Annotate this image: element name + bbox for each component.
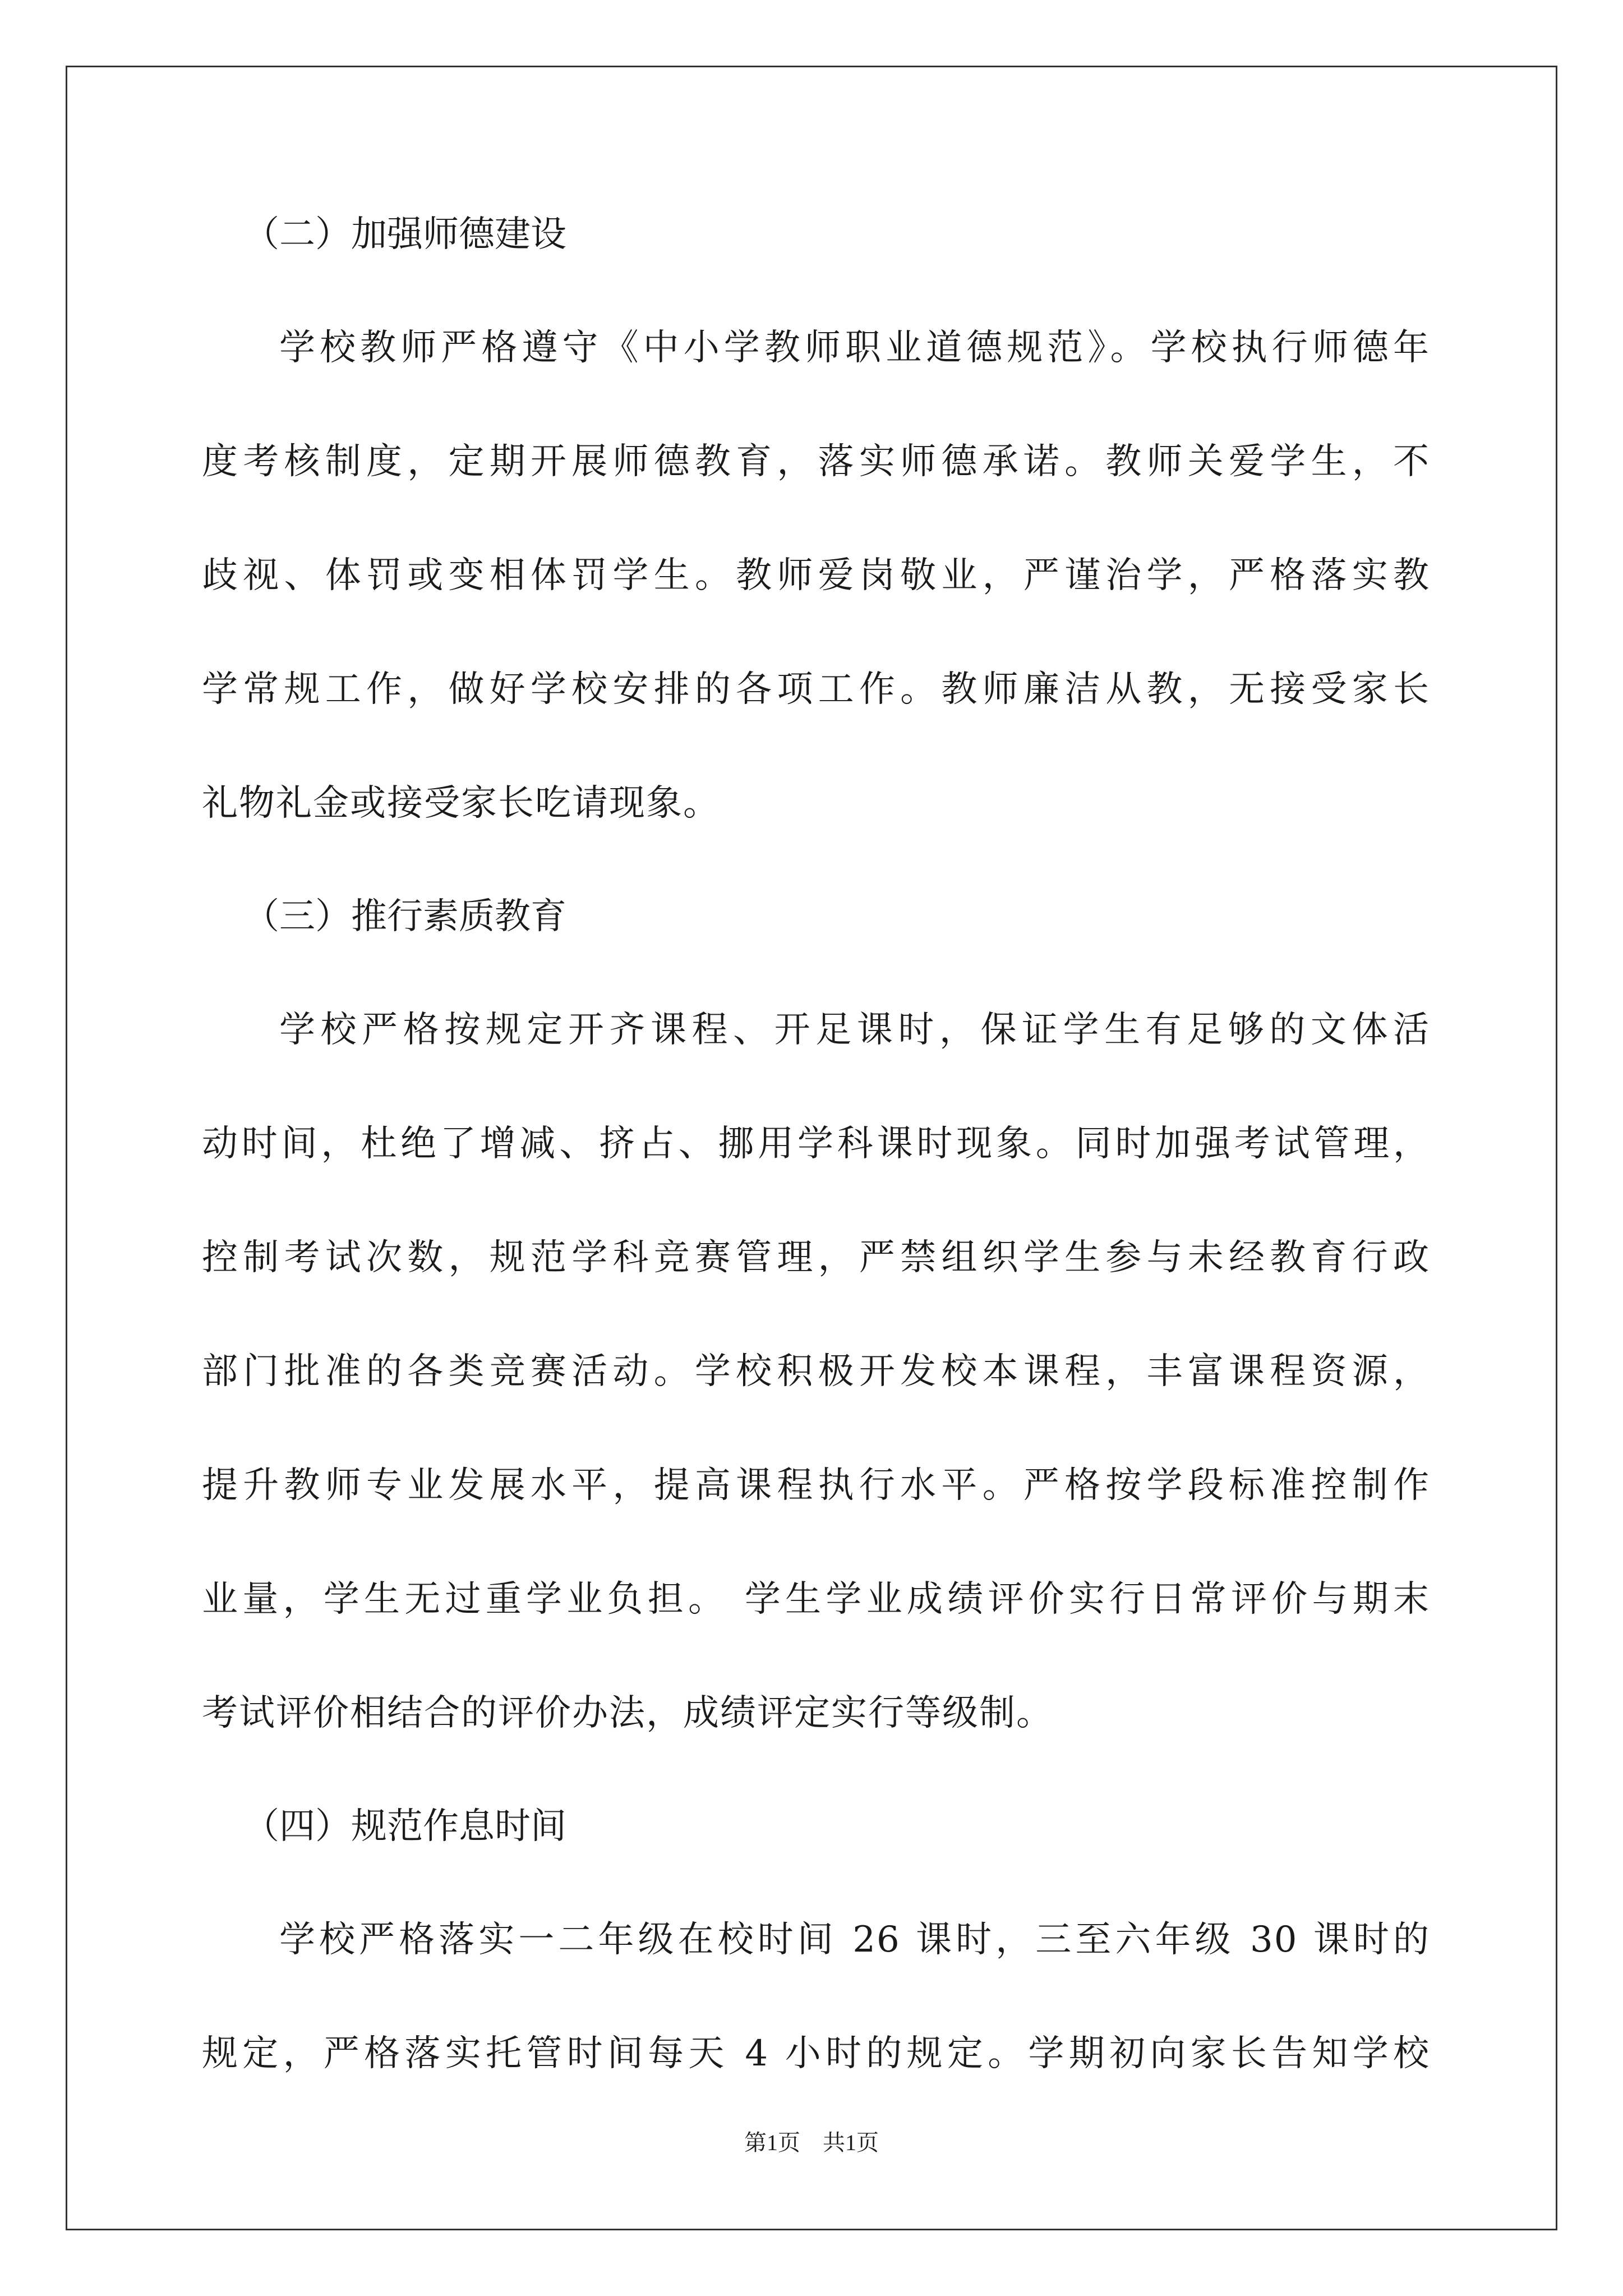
text-line: 部门批准的各类竞赛活动。学校积极开发校本课程，丰富课程资源， <box>202 1351 1430 1392</box>
text-line: 规定，严格落实托管时间每天 4 小时的规定。学期初向家长告知学校 <box>202 2033 1430 2074</box>
text-line: 业量，学生无过重学业负担。 学生学业成绩评价实行日常评价与期末 <box>202 1579 1430 1620</box>
section-heading: （二）加强师德建设 <box>243 214 566 255</box>
document-body <box>202 213 1430 2146</box>
text-line: 动时间，杜绝了增减、挤占、挪用学科课时现象。同时加强考试管理， <box>202 1123 1430 1165</box>
text-line: 歧视、体罚或变相体罚学生。教师爱岗敬业，严谨治学，严格落实教 <box>202 555 1430 596</box>
page-number: 第1页 <box>744 2130 800 2155</box>
paragraph <box>202 1918 1430 2075</box>
page-footer <box>0 2129 1623 2156</box>
text-line: 考试评价相结合的评价办法，成绩评定实行等级制。 <box>202 1692 1053 1734</box>
text-line: 提升教师专业发展水平，提高课程执行水平。严格按学段标准控制作 <box>202 1465 1430 1506</box>
page-total: 共1页 <box>823 2130 879 2155</box>
text-line: 控制考试次数，规范学科竞赛管理，严禁组织学生参与未经教育行政 <box>202 1237 1430 1278</box>
text-line: 度考核制度，定期开展师德教育，落实师德承诺。教师关爱学生，不 <box>202 441 1430 482</box>
section-heading: （三）推行素质教育 <box>243 896 566 937</box>
text-line: 学校严格按规定开齐课程、开足课时，保证学生有足够的文体活 <box>279 1009 1430 1051</box>
text-line: 学校严格落实一二年级在校时间 26 课时，三至六年级 30 课时的 <box>279 1919 1430 1961</box>
text-line: 学校教师严格遵守《中小学教师职业道德规范》。学校执行师德年 <box>279 327 1430 369</box>
paragraph <box>202 326 1430 825</box>
paragraph <box>202 1009 1430 1734</box>
text-line: 学常规工作，做好学校安排的各项工作。教师廉洁从教，无接受家长 <box>202 669 1430 710</box>
text-line: 礼物礼金或接受家长吃请现象。 <box>202 783 720 824</box>
section-heading: （四）规范作息时间 <box>243 1806 566 1847</box>
